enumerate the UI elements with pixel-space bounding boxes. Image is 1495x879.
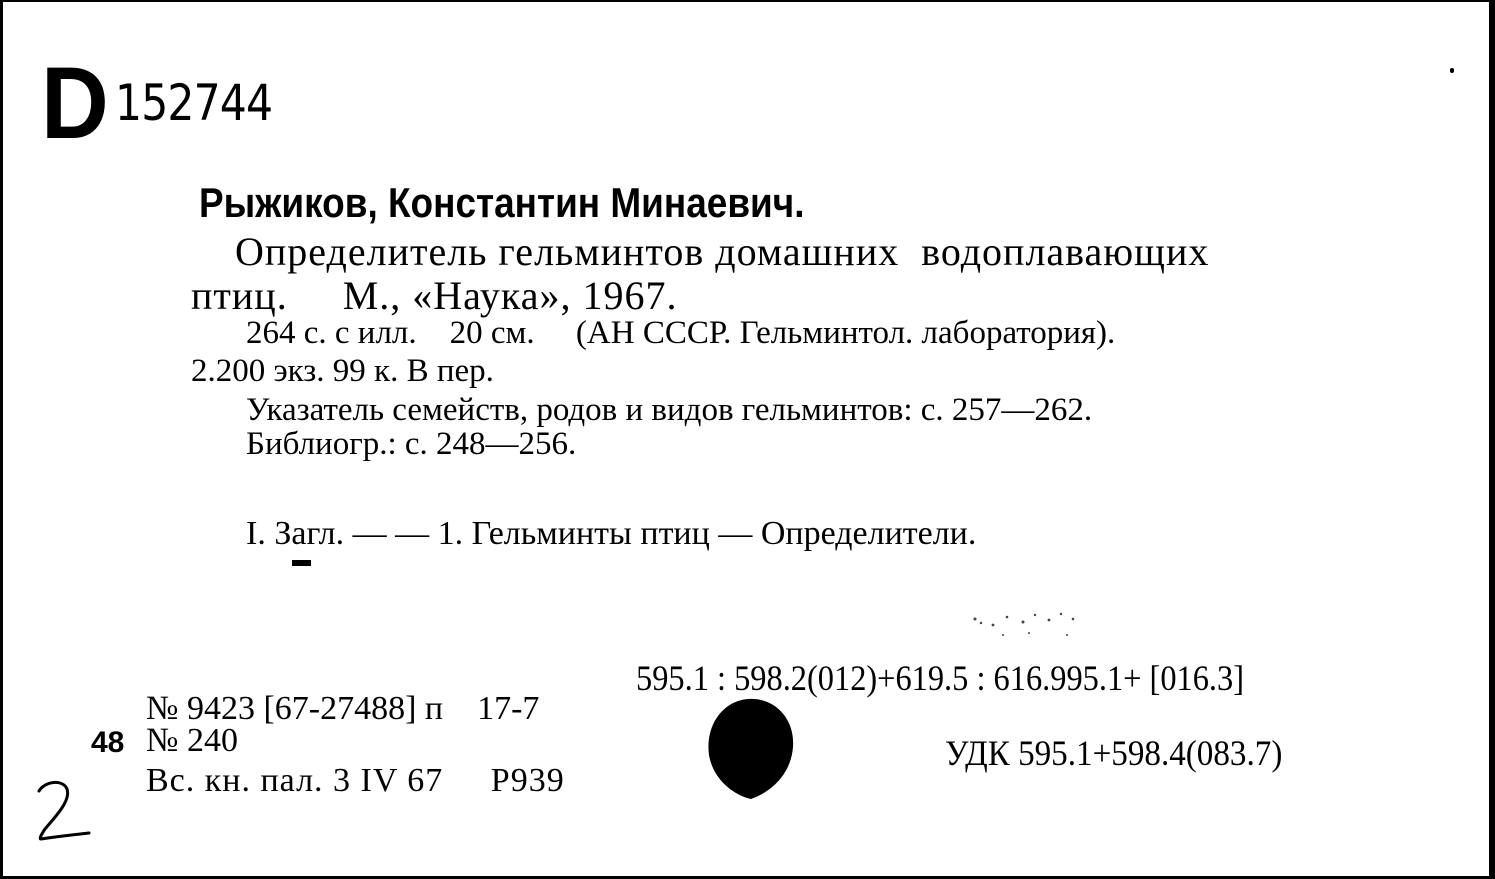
order-line-3: Вс. кн. пал. 3 IV 67 Р939 [146,762,565,799]
note-line-1: Указатель семейств, родов и видов гельминтов: с. 257—262. [246,392,1093,428]
order-line-2-prefix: 48 [91,726,125,759]
udk-code: УДК 595.1+598.4(083.7) [945,733,1283,773]
collation-line-2: 2.200 экз. 99 к. В пер. [191,353,494,389]
order-line-1: № 9423 [67-27488] п 17-7 [146,690,540,727]
udc-classification: 595.1 : 598.2(012)+619.5 : 616.995.1+ [016.3] [636,658,1245,698]
order-line-2: № 240 [146,722,238,759]
punched-hole [703,695,798,803]
author-heading: Рыжиков, Константин Минаевич. [199,179,805,226]
inventory-number: 152744 [115,74,273,132]
handwritten-mark [31,777,101,847]
collation-line-1: 264 с. с илл. 20 см. (АН СССР. Гельминтол. лаборатория). [246,315,1116,351]
underline-mark [292,560,311,566]
tracings: I. Загл. — — 1. Гельминты птиц — Определители. [246,515,977,552]
title-line-2: птиц. М., «Наука», 1967. [191,273,678,318]
note-line-2: Библиогр.: с. 248—256. [246,426,577,462]
title-line-1: Определитель гельминтов домашних водоплавающих [235,229,1210,274]
faint-stamp-smudge [963,605,1093,645]
speck [1450,68,1454,73]
shelf-letter: D [41,46,109,160]
